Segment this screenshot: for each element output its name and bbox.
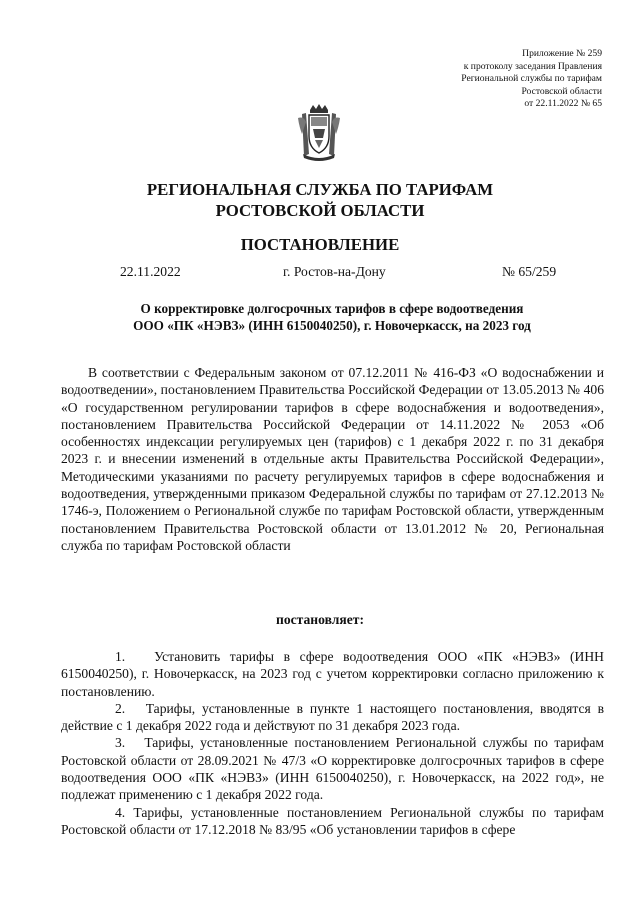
- preamble-paragraph: В соответствии с Федеральным законом от 07.12.2011 № 416-ФЗ «О водоснабжении и водоотведении», постановлением Правительства Российской Федерации от 13.05.2013 № 406 «О государственном регулировании тарифов в сфере водоснабжения и водоотведения», постановлением Правительства Российской Федерации от 14.11.2022 № 2053 «Об особенностях индексации регулируемых цен (тарифов) с 1 декабря 2022 г. по 31 декабря 2023 г. и внесении изменений в отдельные акты Правительства Российской Федерации», Методическими указаниями по расчету регулируемых тарифов в сфере водоснабжения и водоотведения, утвержденными приказом Федеральной службы по тарифам от 27.12.2013 № 1746-э, Положением о Региональной службе по тарифам Ростовской области, утвержденным постановлением Правительства Ростовской области от 13.01.2012 № 20, Региональная служба по тарифам Ростовской области: [61, 365, 604, 553]
- appendix-line: Региональной службы по тарифам: [461, 73, 602, 85]
- appendix-line: Приложение № 259: [522, 48, 602, 59]
- decree-item: [61, 804, 604, 839]
- agency-name-line: РЕГИОНАЛЬНАЯ СЛУЖБА ПО ТАРИФАМ: [146, 180, 494, 199]
- item-text: Тарифы, установленные в пункте 1 настоящего постановления, вводятся в действие с 1 декабря 2022 года и действуют по 31 декабря 2023 года.: [61, 700, 604, 734]
- item-text: Тарифы, установленные постановлением Региональной службы по тарифам Ростовской области от 28.09.2021 № 47/3 «О корректировке долгосрочных тарифов в сфере водоотведения ООО «ПК «НЭВЗ» (ИНН 6150040250), г. Новочеркасск, на 2022 год», не подлежат применению с 1 декабря 2022 года.: [61, 735, 604, 803]
- appendix-line: Ростовской области: [521, 85, 602, 97]
- document-subject: [60, 300, 604, 334]
- subject-line: ООО «ПК «НЭВЗ» (ИНН 6150040250), г. Новочеркасск, на 2023 год: [133, 318, 531, 333]
- document-city: г. Ростов-на-Дону: [283, 264, 386, 279]
- document-number: № 65/259: [502, 264, 557, 279]
- item-number: 2.: [115, 700, 126, 716]
- decree-item: [61, 734, 604, 803]
- item-number: 3.: [115, 735, 126, 751]
- appendix-note: [461, 48, 602, 111]
- appendix-line: от 22.11.2022 № 65: [524, 98, 602, 110]
- item-number: 1.: [115, 649, 126, 664]
- rostov-coat-of-arms-icon: [296, 104, 342, 162]
- item-text: Тарифы, установленные постановлением Региональной службы по тарифам Ростовской области от 17.12.2018 № 83/95 «Об установлении тарифов в сфере: [61, 804, 604, 837]
- item-number: 4.: [115, 804, 126, 820]
- decree-item: [61, 700, 604, 735]
- decree-items: [61, 648, 604, 838]
- document-type: ПОСТАНОВЛЕНИЕ: [240, 235, 400, 254]
- agency-name: [0, 179, 640, 221]
- item-text: Установить тарифы в сфере водоотведения ООО «ПК «НЭВЗ» (ИНН 6150040250), г. Новочеркасск, на 2023 год с учетом корректировки согласно приложению к постановлению.: [61, 649, 604, 699]
- appendix-line: к протоколу заседания Правления: [463, 60, 602, 72]
- decree-item: [61, 648, 604, 700]
- document-date: 22.11.2022: [120, 264, 181, 279]
- decree-word: постановляет:: [276, 612, 364, 627]
- agency-name-line: РОСТОВСКОЙ ОБЛАСТИ: [215, 201, 425, 220]
- subject-line: О корректировке долгосрочных тарифов в сфере водоотведения: [140, 301, 524, 316]
